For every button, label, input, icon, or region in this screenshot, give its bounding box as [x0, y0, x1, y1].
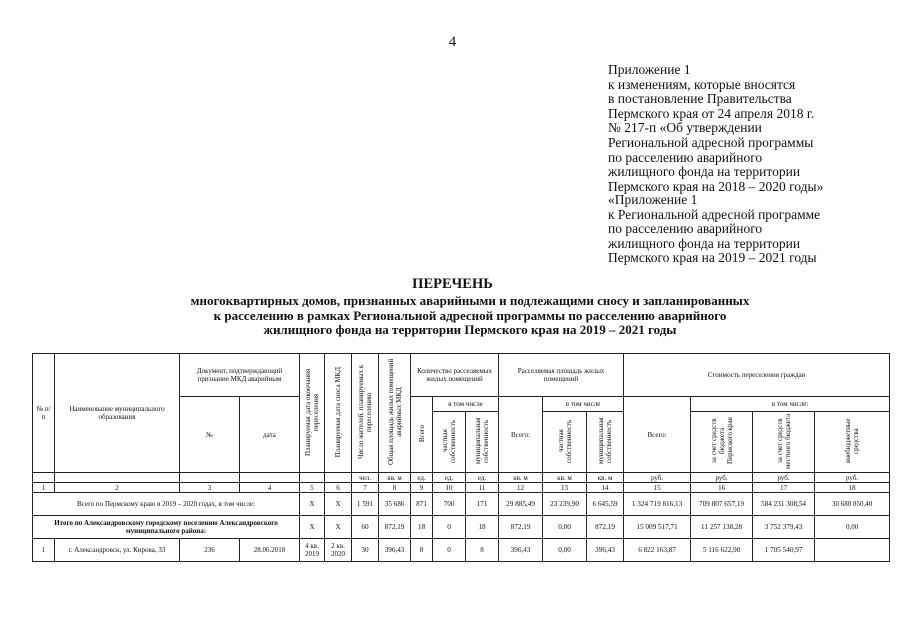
cell-planned-end: X — [300, 493, 325, 516]
cell-regional-budget: 5 116 622,90 — [691, 539, 753, 562]
col-number: 12 — [499, 483, 543, 493]
page-number: 4 — [448, 34, 457, 50]
header-regional-budget: за счет средств бюджета Пермского края — [691, 412, 753, 473]
appendix-line: № 217-п «Об утверждении — [608, 120, 762, 136]
col-number: 1 — [33, 483, 55, 493]
subtitle-line: жилищного фонда на территории Пермского края на 2019 – 2021 годы — [263, 322, 677, 337]
header-rooms-count: Количество расселяемых жилых помещений — [411, 354, 499, 397]
header-planned-demolition: Планируемая дата сноса МКД — [325, 354, 352, 473]
unit-cell: кв. м — [543, 473, 587, 483]
cell-rooms-private: 0 — [433, 539, 466, 562]
appendix-line: по расселению аварийного — [608, 149, 763, 165]
cell-cost-total: 6 822 163,87 — [624, 539, 691, 562]
cell-planned-demolition: X — [325, 516, 352, 539]
cell-address: г. Александровск, ул. Кирова, 33 — [55, 539, 180, 562]
cell-doc-no: 236 — [180, 539, 240, 562]
header-doc-no: № — [180, 397, 240, 473]
col-number: 18 — [815, 483, 890, 493]
header-document: Документ, подтверждающий признание МКД аварийным — [180, 354, 300, 397]
cell-extra-budget — [815, 539, 890, 562]
cell-total-area: 35 686 — [379, 493, 411, 516]
header-rooms-private: частная собственность — [433, 412, 466, 473]
col-number: 6 — [325, 483, 352, 493]
appendix-line: к Региональной адресной программе — [608, 206, 821, 222]
cell-local-budget: 584 231 308,54 — [753, 493, 815, 516]
appendix-line: по расселению аварийного — [608, 221, 763, 237]
cell-rooms-total: 18 — [411, 516, 433, 539]
cell-local-budget: 1 705 540,97 — [753, 539, 815, 562]
header-municipality: Наименование муниципального образования — [55, 354, 180, 473]
units-row — [33, 473, 890, 483]
header-extra-budget: внебюджетные средства — [815, 412, 890, 473]
cell-total-area: 396,43 — [379, 539, 411, 562]
header-rooms-municipal: муниципальная собственность — [466, 412, 499, 473]
cell-area-municipal: 872,19 — [587, 516, 624, 539]
cell-cost-total: 1 324 719 816,13 — [624, 493, 691, 516]
col-number: 14 — [587, 483, 624, 493]
cell-doc-date: 28.06.2018 — [240, 539, 300, 562]
header-planned-end: Планируемая дата окончания переселения — [300, 354, 325, 473]
col-number: 8 — [379, 483, 411, 493]
appendix-line: жилищного фонда на территории — [608, 235, 801, 251]
unit-cell: ед. — [466, 473, 499, 483]
cell-no: 1 — [33, 539, 55, 562]
cell-residents: 1 591 — [352, 493, 379, 516]
unit-cell: кв. м — [499, 473, 543, 483]
cell-area-municipal: 6 645,59 — [587, 493, 624, 516]
subtitle-line: к расселению в рамках Региональной адресной программы по расселению аварийного — [213, 307, 727, 323]
header-local-budget: за счет средств местного бюджета — [753, 412, 815, 473]
subtitle-line: многоквартирных домов, признанных аварийными и подлежащими сносу и запланированных — [190, 293, 750, 308]
appendix-line: жилищного фонда на территории — [608, 164, 801, 180]
appendix-line: Приложение 1 — [608, 62, 691, 77]
cell-area-private: 23 239,90 — [543, 493, 587, 516]
table-row — [33, 539, 890, 562]
appendix-1-block — [608, 63, 898, 194]
cell-area-private: 0,00 — [543, 539, 587, 562]
cell-rooms-total: 871 — [411, 493, 433, 516]
col-number: 17 — [753, 483, 815, 493]
unit-cell: ед. — [411, 473, 433, 483]
header-residents: Число жителей, планируемых к переселению — [352, 354, 379, 473]
col-number: 10 — [433, 483, 466, 493]
cell-extra-budget: 0,00 — [815, 516, 890, 539]
appendix-line: «Приложение 1 — [608, 192, 698, 207]
col-number: 11 — [466, 483, 499, 493]
header-total-area: Общая площадь жилых помещений аварийных МКД — [379, 354, 411, 473]
unit-cell: чел. — [352, 473, 379, 483]
cell-cost-total: 15 009 517,71 — [624, 516, 691, 539]
unit-cell: ед. — [433, 473, 466, 483]
appendix-line: Пермского края от 24 апреля 2018 г. — [608, 105, 815, 121]
document-subtitle — [100, 294, 840, 338]
cell-rooms-municipal: 171 — [466, 493, 499, 516]
header-cost: Стоимость переселения граждан — [624, 354, 890, 397]
cell-local-budget: 3 752 379,43 — [753, 516, 815, 539]
cell-planned-end: X — [300, 516, 325, 539]
appendix-line: к изменениям, которые вносятся — [608, 76, 796, 92]
unit-cell: руб. — [815, 473, 890, 483]
cell-rooms-municipal: 18 — [466, 516, 499, 539]
col-number: 4 — [240, 483, 300, 493]
unit-cell: руб. — [624, 473, 691, 483]
header-cost-incl: в том числе: — [691, 397, 890, 412]
col-number: 13 — [543, 483, 587, 493]
header-area-resettled: Расселяемая площадь жилых помещений — [499, 354, 624, 397]
cell-total-area: 872,19 — [379, 516, 411, 539]
cell-regional-budget: 11 257 138,28 — [691, 516, 753, 539]
appendix-line: Пермского края на 2019 – 2021 годы — [608, 250, 817, 266]
cell-residents: 60 — [352, 516, 379, 539]
cell-extra-budget: 30 680 850,40 — [815, 493, 890, 516]
header-area-total: Всего: — [499, 397, 543, 473]
col-number: 3 — [180, 483, 240, 493]
row-label: Всего по Пермскому краю в 2019 – 2020 годах, в том числе: — [33, 493, 300, 516]
header-area-incl: в том числе — [543, 397, 624, 412]
cell-rooms-private: 0 — [433, 516, 466, 539]
col-number: 2 — [55, 483, 180, 493]
header-doc-date: дата — [240, 397, 300, 473]
header-rooms-incl: в том числе — [433, 397, 499, 412]
col-number: 9 — [411, 483, 433, 493]
resettlement-table — [32, 353, 890, 562]
header-no: № п/ п — [33, 354, 55, 473]
table-row-total-region — [33, 493, 890, 516]
unit-cell: руб. — [753, 473, 815, 483]
unit-cell: кв. м — [379, 473, 411, 483]
cell-regional-budget: 709 807 657,19 — [691, 493, 753, 516]
cell-planned-demolition: 2 кв. 2020 — [325, 539, 352, 562]
cell-area-total: 29 885,49 — [499, 493, 543, 516]
col-number: 7 — [352, 483, 379, 493]
appendix-line: Пермского края на 2018 – 2020 годы» — [608, 178, 824, 194]
cell-area-private: 0,00 — [543, 516, 587, 539]
appendix-line: Региональной адресной программы — [608, 134, 814, 150]
cell-rooms-private: 700 — [433, 493, 466, 516]
header-area-municipal: муниципальная собственность — [587, 412, 624, 473]
cell-rooms-municipal: 8 — [466, 539, 499, 562]
cell-planned-demolition: X — [325, 493, 352, 516]
table-row-subtotal-municipality — [33, 516, 890, 539]
row-label: Итого по Александровскому городскому поселению Александровского муниципального района: — [33, 516, 300, 539]
col-number: 15 — [624, 483, 691, 493]
col-number: 5 — [300, 483, 325, 493]
header-area-private: частная собственность — [543, 412, 587, 473]
appendix-line: в постановление Правительства — [608, 91, 792, 107]
cell-area-total: 396,43 — [499, 539, 543, 562]
appendix-2-block — [608, 193, 898, 266]
cell-planned-end: 4 кв. 2019 — [300, 539, 325, 562]
header-rooms-total: Всего — [411, 397, 433, 473]
unit-cell: кв. м — [587, 473, 624, 483]
column-number-row — [33, 483, 890, 493]
cell-residents: 30 — [352, 539, 379, 562]
cell-rooms-total: 8 — [411, 539, 433, 562]
cell-area-municipal: 396,43 — [587, 539, 624, 562]
header-cost-total: Всего: — [624, 397, 691, 473]
document-title: ПЕРЕЧЕНЬ — [412, 276, 493, 292]
col-number: 16 — [691, 483, 753, 493]
cell-area-total: 872,19 — [499, 516, 543, 539]
unit-cell: руб. — [691, 473, 753, 483]
